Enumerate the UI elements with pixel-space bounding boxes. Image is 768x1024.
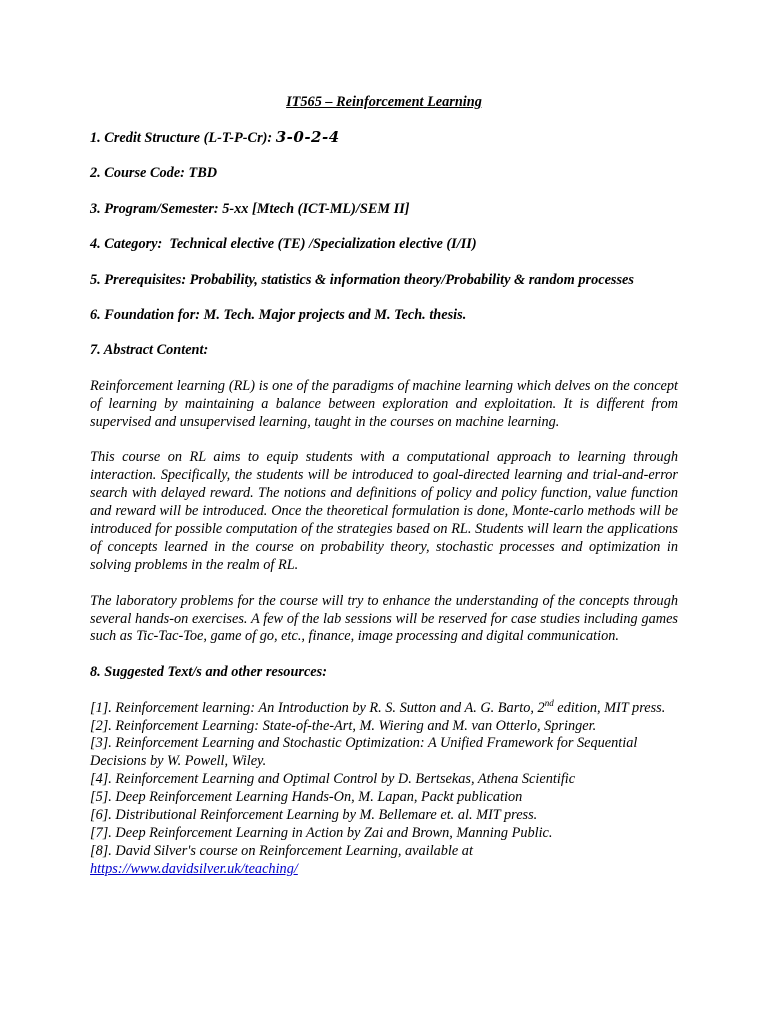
reference-item: [7]. Deep Reinforcement Learning in Action by Zai and Brown, Manning Public. — [90, 824, 553, 841]
resources-heading: 8. Suggested Text/s and other resources: — [90, 664, 327, 681]
foundation: 6. Foundation for: M. Tech. Major projects and M. Tech. thesis. — [90, 306, 467, 323]
program-semester: 3. Program/Semester: 5-xx [Mtech (ICT-ML)/SEM II] — [90, 200, 410, 217]
reference-item: [4]. Reinforcement Learning and Optimal Control by D. Bertsekas, Athena Scientific — [90, 771, 576, 788]
course-code: 2. Course Code: TBD — [90, 165, 218, 182]
abstract-paragraph: Reinforcement learning (RL) is one of the paradigms of machine learning which delves on the concept of learning by maintaining a balance between exploration and exploitation. It is different from supervised and unsupervised learning, taught in the courses on machine learning. — [90, 377, 678, 430]
reference-item: [8]. David Silver's course on Reinforcement Learning, available at — [90, 842, 473, 859]
prerequisites: 5. Prerequisites: Probability, statistics & information theory/Probability & random processes — [90, 271, 634, 288]
credit-structure-value: 3-0-2-4 — [275, 127, 340, 146]
reference-item: [2]. Reinforcement Learning: State-of-the-Art, M. Wiering and M. van Otterlo, Springer. — [90, 717, 597, 734]
credit-structure-label: 1. Credit Structure (L-T-P-Cr): — [90, 129, 273, 146]
abstract-heading: 7. Abstract Content: — [90, 342, 209, 359]
reference-item — [90, 697, 678, 718]
reference-list — [90, 697, 678, 879]
abstract-paragraph: The laboratory problems for the course will try to enhance the understanding of the concepts through several hands-on exercises. A few of the lab sessions will be reserved for case studies including games such as Tic-Tac-Toe, game of go, etc., finance, image processing and digital communication. — [90, 592, 678, 645]
reference-link[interactable]: https://www.davidsilver.uk/teaching/ — [90, 860, 298, 877]
reference-superscript: nd — [544, 697, 554, 708]
course-title: IT565 – Reinforcement Learning — [286, 94, 482, 110]
reference-item: [6]. Distributional Reinforcement Learning by M. Bellemare et. al. MIT press. — [90, 807, 538, 824]
reference-item — [90, 861, 678, 879]
document-body — [90, 94, 678, 879]
reference-text: edition, MIT press. — [553, 699, 666, 716]
category: 4. Category: Technical elective (TE) /Specialization elective (I/II) — [90, 236, 477, 253]
reference-item: [3]. Reinforcement Learning and Stochastic Optimization: A Unified Framework for Sequential Decisions by W. Powell, Wiley. — [90, 735, 638, 770]
abstract-paragraph: This course on RL aims to equip students with a computational approach to learning through interaction. Specifically, the students will be introduced to goal-directed learning and trial-and-error search with delayed reward. The notions and definitions of policy and policy function, value function and reward will be introduced. Once the theoretical formulation is done, Monte-carlo methods will be introduced for possible computation of the strategies based on RL. Students will learn the applications of concepts learned in the course on probability theory, stochastic processes and optimization in solving problems in the realm of RL. — [90, 449, 678, 573]
reference-text: [1]. Reinforcement learning: An Introduction by R. S. Sutton and A. G. Barto, 2 — [90, 699, 545, 716]
credit-structure — [90, 129, 678, 148]
reference-item: [5]. Deep Reinforcement Learning Hands-On, M. Lapan, Packt publication — [90, 789, 523, 806]
